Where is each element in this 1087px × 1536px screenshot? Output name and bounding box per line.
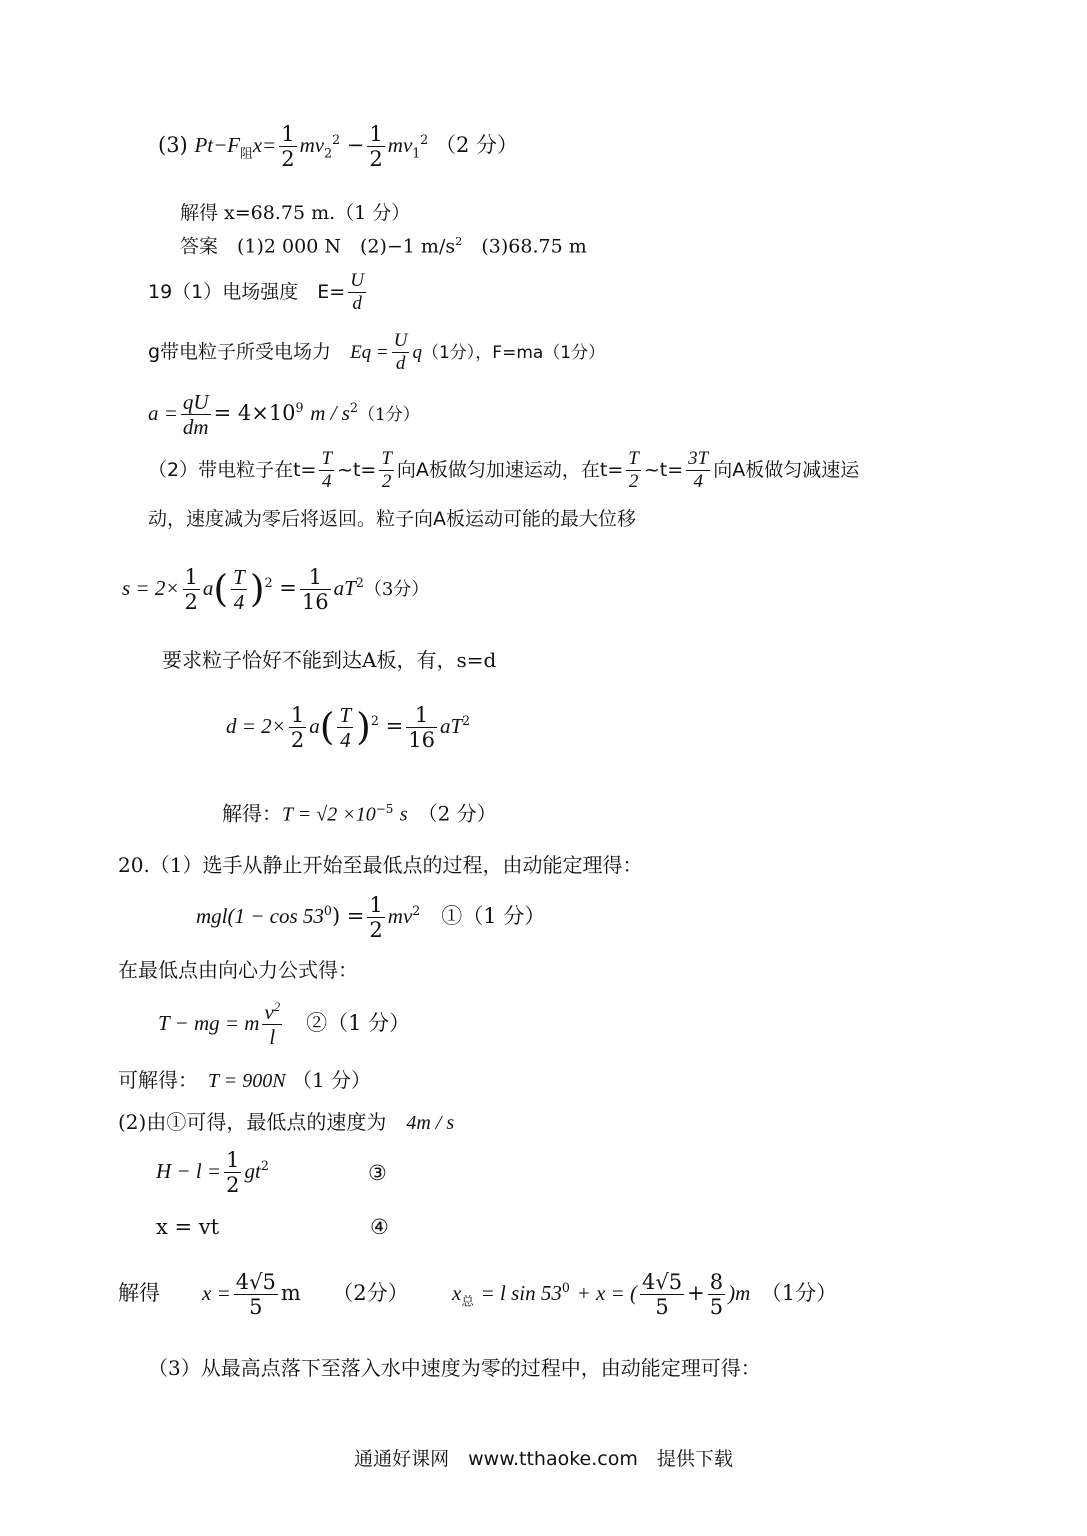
q20-part3-intro: （3）从最高点落下至落入水中速度为零的过程中，由动能定理可得：: [148, 1356, 761, 1380]
q19-d-formula: d = 2× $\frac{1}{2}$ a( $\frac{T}{4}$ )$^2$ = $\frac{1}{16}$ $aT^2$: [226, 703, 471, 753]
q19-acceleration: a = $\frac{qU}{dm}$ = $4\times 10^9$ m / $s^2(1$分）: [148, 390, 420, 440]
q19-part2-line1: （2）带电粒子在t= $\frac{T}{4}$ ~t= $\frac{T}{2}$ 向A板做匀加速运动，在t= $\frac{T}{2}$ ~t= $\frac{3T}{4}$ 向A板做匀减速运: [148, 448, 860, 492]
q20-centripetal-eq: T − mg = m $\frac{v^2}{l}$ ②（1 分）: [158, 1000, 411, 1050]
circ3-marker: ③: [368, 1161, 387, 1185]
eq-p3: (3) $Pt-F_阻x=$ $\frac{1}{2}$ $mv_2^2$ − $\frac{1}{2}$ $mv_1^2$ （2 分）: [158, 122, 519, 172]
q20-energy-eq: $mgl(1 - \cos 53^0)$ = $\frac{1}{2}$ $mv^2$ ①（1 分）: [196, 893, 546, 943]
q20-x-solution: 解得 x = $\frac{4√5}{5}$ m （2分）: [118, 1270, 409, 1320]
page-footer: 通通好课网 www.tthaoke.com 提供下载: [354, 1448, 733, 1470]
q20-part1-intro: 20.（1）选手从静止开始至最低点的过程，由动能定理得：: [118, 853, 643, 877]
solve-x: 解得 x=68.75 m.（1 分）: [180, 202, 411, 224]
q20-fall-eq: H − l = $\frac{1}{2}$ $gt^2$: [156, 1148, 269, 1198]
q19-T-solution: 解得：$T = √2 \times 10^{-5}$ s （2 分）: [222, 801, 497, 826]
q19-electric-force: g带电粒子所受电场力 Eq = $\frac{U}{d}$ q（1分），F=ma（1分）: [148, 330, 606, 374]
q19-requirement: 要求粒子恰好不能到达A板，有，s=d: [162, 648, 497, 672]
q19-s-formula: s = 2× $\frac{1}{2}$ a( $\frac{T}{4}$ )$^2$ = $\frac{1}{16}$ $aT^2(3$分）: [122, 565, 430, 615]
q20-centripetal-intro: 在最低点由向心力公式得：: [118, 958, 358, 982]
q20-part2-velocity: (2)由①可得，最低点的速度为 4m / s: [118, 1110, 455, 1134]
q19-part2-line2: 动，速度减为零后将返回。粒子向A板运动可能的最大位移: [148, 508, 636, 530]
answer-line: 答案 (1)2 000 N (2)−1 $m/s^2$ (3)68.75 m: [180, 234, 587, 258]
circ4-marker: ④: [370, 1215, 389, 1239]
q20-horizontal-eq: x = vt: [156, 1215, 220, 1239]
q20-x-total: $x_总 = l$ $\sin 53^0 + x$ = ( $\frac{4√5}{5}$ + $\frac{8}{5}$ )m （1分）: [452, 1270, 838, 1320]
q19-field-strength: 19（1）电场强度 E= $\frac{U}{d}$: [148, 270, 364, 314]
q20-T-result: 可解得： T = 900N （1 分）: [118, 1068, 372, 1092]
